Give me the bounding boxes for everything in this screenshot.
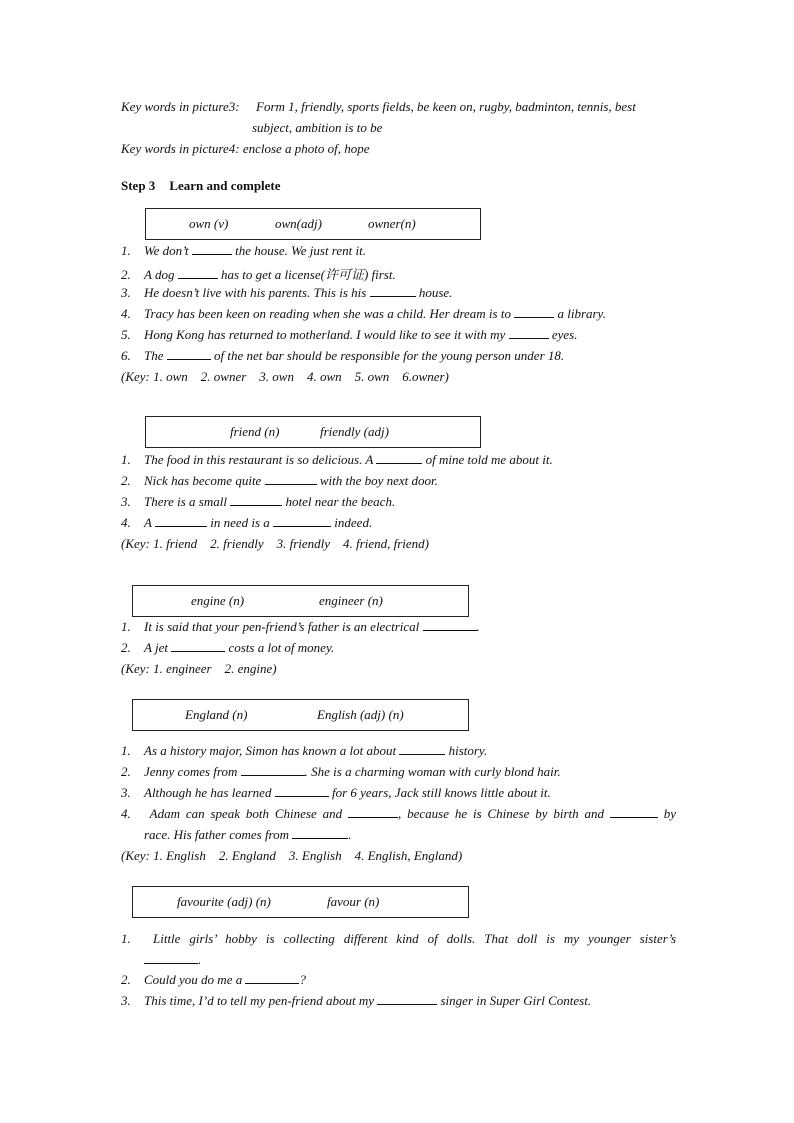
word-favourite-adj-n: favourite (adj) (n) <box>177 894 271 909</box>
word-favour-n: favour (n) <box>327 894 380 909</box>
answer-blank[interactable] <box>245 972 299 984</box>
list-item: 2. Could you do me a ? <box>121 972 306 987</box>
answer-blank[interactable] <box>192 243 232 255</box>
answer-blank[interactable] <box>610 806 658 818</box>
list-item: 6. The of the net bar should be responsible for the young person under 18. <box>121 348 565 363</box>
step-label: Step 3 <box>121 178 156 193</box>
word-friend-n: friend (n) <box>230 424 280 439</box>
answer-key: (Key: 1. friend 2. friendly 3. friendly 4. friend, friend) <box>121 536 429 551</box>
list-item: 2. A jet costs a lot of money. <box>121 640 335 655</box>
answer-blank[interactable] <box>144 952 198 964</box>
answer-blank[interactable] <box>399 743 445 755</box>
word-england-n: England (n) <box>185 707 248 722</box>
word-box-engine <box>132 585 469 617</box>
word-own-adj: own(adj) <box>275 216 322 231</box>
word-box-england <box>132 699 469 731</box>
list-item: 3. This time, I’d to tell my pen-friend about my singer in Super Girl Contest. <box>121 993 592 1008</box>
list-item: 4. A in need is a indeed. <box>121 515 373 530</box>
keywords-picture4 <box>121 138 370 159</box>
answer-blank[interactable] <box>155 515 207 527</box>
keywords-label: Key words in picture3: <box>121 99 240 114</box>
word-owner-n: owner(n) <box>368 216 416 231</box>
answer-blank[interactable] <box>178 267 218 279</box>
answer-key: (Key: 1. English 2. England 3. English 4. English, England) <box>121 848 463 863</box>
word-box-own <box>145 208 481 240</box>
answer-blank[interactable] <box>275 785 329 797</box>
list-item: 1. We don’t the house. We just rent it. <box>121 243 366 258</box>
list-item-continued: . <box>144 952 699 968</box>
answer-blank[interactable] <box>348 806 398 818</box>
word-engineer-n: engineer (n) <box>319 593 383 608</box>
keywords-text: enclose a photo of, hope <box>242 141 370 156</box>
list-item: 4. Adam can speak both Chinese and , because he is Chinese by birth and by <box>121 806 676 821</box>
list-item: 3. Although he has learned for 6 years, Jack still knows little about it. <box>121 785 551 800</box>
list-item-continued: race. His father comes from . <box>144 827 352 842</box>
word-own-v: own (v) <box>189 216 229 231</box>
keywords-picture3 <box>121 96 636 117</box>
answer-blank[interactable] <box>514 306 554 318</box>
word-english-adj-n: English (adj) (n) <box>317 707 404 722</box>
list-item: 1. The food in this restaurant is so delicious. A of mine told me about it. <box>121 452 553 467</box>
list-item: 5. Hong Kong has returned to motherland. I would like to see it with my eyes. <box>121 327 578 342</box>
list-item: 3. There is a small hotel near the beach. <box>121 494 396 509</box>
list-item: 2. Jenny comes from . She is a charming woman with curly blond hair. <box>121 764 561 779</box>
answer-blank[interactable] <box>423 619 477 631</box>
answer-blank[interactable] <box>292 827 348 839</box>
step-title: Learn and complete <box>169 178 281 193</box>
answer-blank[interactable] <box>273 515 331 527</box>
list-item: 2. A dog has to get a license(许可证) first. <box>121 267 396 282</box>
answer-blank[interactable] <box>377 993 437 1005</box>
answer-blank[interactable] <box>265 473 317 485</box>
answer-blank[interactable] <box>376 452 422 464</box>
answer-key: (Key: 1. engineer 2. engine) <box>121 661 277 676</box>
list-item: 2. Nick has become quite with the boy next door. <box>121 473 438 488</box>
list-item: 3. He doesn’t live with his parents. This is his house. <box>121 285 453 300</box>
list-item: 1. It is said that your pen-friend’s father is an electrical . <box>121 619 480 634</box>
answer-blank[interactable] <box>370 285 416 297</box>
word-box-friend <box>145 416 481 448</box>
word-friendly-adj: friendly (adj) <box>320 424 389 439</box>
word-box-favourite <box>132 886 469 918</box>
list-item: 1. As a history major, Simon has known a lot about history. <box>121 743 488 758</box>
step-heading <box>121 178 281 194</box>
answer-blank[interactable] <box>509 327 549 339</box>
keywords-picture3-continued: subject, ambition is to be <box>252 120 383 135</box>
word-engine-n: engine (n) <box>191 593 245 608</box>
answer-key: (Key: 1. own 2. owner 3. own 4. own 5. own 6.owner) <box>121 369 449 384</box>
keywords-label: Key words in picture4: <box>121 141 240 156</box>
list-item: 4. Tracy has been keen on reading when she was a child. Her dream is to a library. <box>121 306 606 321</box>
answer-blank[interactable] <box>171 640 225 652</box>
answer-blank[interactable] <box>167 348 211 360</box>
answer-blank[interactable] <box>241 764 305 776</box>
keywords-text: Form 1, friendly, sports fields, be keen on, rugby, badminton, tennis, best <box>256 99 636 114</box>
answer-blank[interactable] <box>230 494 282 506</box>
list-item: 1. Little girls’ hobby is collecting different kind of dolls. That doll is my younger sister’s <box>121 931 677 946</box>
